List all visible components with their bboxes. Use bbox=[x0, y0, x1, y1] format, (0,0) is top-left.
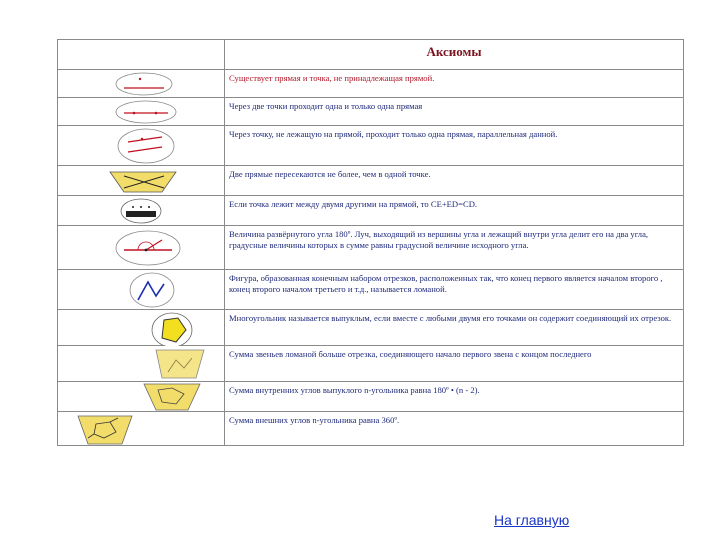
axiom-text: Сумма звеньев ломаной больше отрезка, соединяющего начало первого звена с концом последнего bbox=[225, 346, 684, 382]
axiom-row bbox=[58, 412, 684, 446]
intersecting-lines-icon bbox=[58, 166, 224, 195]
home-link[interactable]: На главную bbox=[494, 512, 570, 528]
axiom-row bbox=[58, 166, 684, 196]
axiom-text: Многоугольник называется выпуклым, если вместе с любыми двумя его точками он содержит соединяющий их отрезок. bbox=[225, 310, 684, 346]
axiom-text: Через две точки проходит одна и только одна прямая bbox=[225, 98, 684, 126]
axiom-text: Сумма внутренних углов выпуклого n-угольника равна 180º • (n - 2). bbox=[225, 382, 684, 412]
line-and-point-icon bbox=[58, 70, 224, 97]
axiom-row bbox=[58, 196, 684, 226]
convex-polygon-icon bbox=[58, 310, 224, 345]
axiom-text: Фигура, образованная конечным набором отрезков, расположенных так, что конец первого является началом второго , конец второго началом третьего и т.д., называется ломаной. bbox=[225, 270, 684, 310]
axiom-text: Через точку, не лежащую на прямой, проходит только одна прямая, параллельная данной. bbox=[225, 126, 684, 166]
axiom-text: Величина развёрнутого угла 180º. Луч, выходящий из вершины угла и лежащий внутри угла делит его на два угла, градусные величины которых в сумме равны градусной величине исходного угла. bbox=[225, 226, 684, 270]
axiom-row bbox=[58, 226, 684, 270]
axioms-table bbox=[57, 39, 684, 446]
segment-sum-icon bbox=[58, 196, 224, 225]
axiom-row bbox=[58, 382, 684, 412]
axiom-text: Существует прямая и точка, не принадлежащая прямой. bbox=[225, 70, 684, 98]
axiom-row bbox=[58, 98, 684, 126]
axiom-row bbox=[58, 70, 684, 98]
axiom-row bbox=[58, 270, 684, 310]
header-empty-cell bbox=[58, 40, 225, 70]
line-through-two-points-icon bbox=[58, 98, 224, 125]
axiom-text: Сумма внешних углов n-угольника равна 360º. bbox=[225, 412, 684, 446]
page-title: Аксиомы bbox=[225, 40, 684, 70]
axiom-text: Если точка лежит между двумя другими на прямой, то СЕ+ЕD=СD. bbox=[225, 196, 684, 226]
axiom-row bbox=[58, 126, 684, 166]
parallel-lines-icon bbox=[58, 126, 224, 165]
straight-angle-icon bbox=[58, 226, 224, 269]
axiom-row bbox=[58, 310, 684, 346]
axiom-row bbox=[58, 346, 684, 382]
exterior-angles-icon bbox=[58, 412, 224, 445]
axiom-text: Две прямые пересекаются не более, чем в одной точке. bbox=[225, 166, 684, 196]
header-row bbox=[58, 40, 684, 70]
polyline-inequality-icon bbox=[58, 346, 224, 381]
interior-angles-icon bbox=[58, 382, 224, 411]
polyline-icon bbox=[58, 270, 224, 309]
